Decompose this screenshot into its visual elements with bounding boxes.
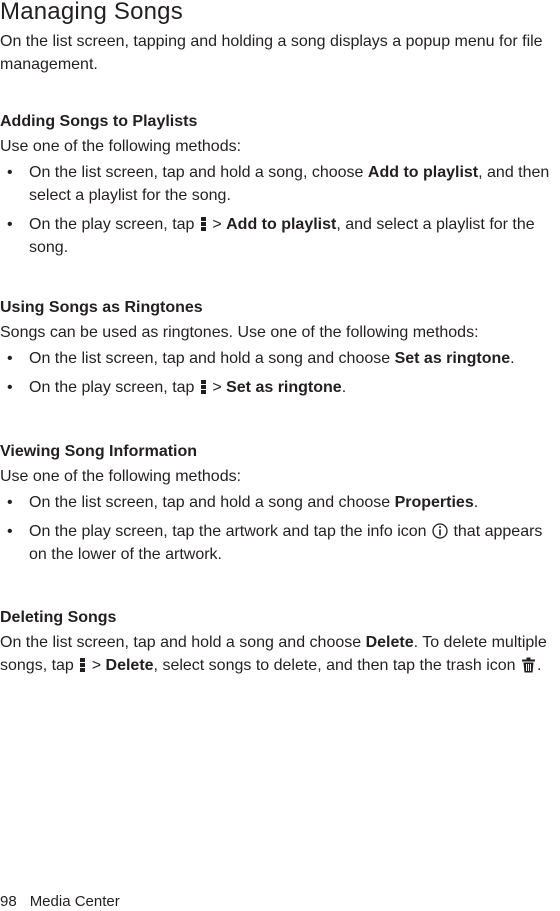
- section-lead: Use one of the following methods:: [0, 138, 242, 155]
- menu-option-label: Set as ringtone: [394, 350, 511, 367]
- bullet: •: [7, 494, 13, 511]
- bullet: •: [7, 350, 13, 367]
- menu-option-label: Add to playlist: [367, 164, 479, 181]
- section-adding-to-playlists: [0, 110, 560, 259]
- method-list: [0, 347, 560, 399]
- bullet: •: [7, 379, 13, 396]
- item-text: , and then select a playlist for the song.: [29, 164, 550, 204]
- menu-option-label: Set as ringtone: [226, 379, 342, 396]
- paragraph-text: . To delete multiple songs, tap: [0, 634, 547, 674]
- method-list: [0, 161, 560, 259]
- section-lead: Songs can be used as ringtones. Use one of the following methods:: [0, 324, 479, 341]
- separator-text: >: [207, 379, 227, 396]
- paragraph-text: , select songs to delete, and then tap the trash icon: [153, 657, 521, 674]
- item-text: On the play screen, tap: [29, 216, 199, 233]
- menu-dots-icon: [200, 379, 207, 395]
- section-heading: Deleting Songs: [0, 609, 117, 626]
- section-ringtones: [0, 296, 560, 399]
- menu-dots-icon: [200, 216, 207, 232]
- section-heading: Viewing Song Information: [0, 443, 198, 460]
- list-item: [0, 347, 560, 370]
- item-text: On the play screen, tap the artwork and tap the info icon: [29, 523, 432, 540]
- paragraph-text: On the list screen, tap and hold a song and choose: [0, 634, 366, 651]
- footer-section-name: Media Center: [29, 893, 120, 910]
- item-text: On the list screen, tap and hold a song and choose: [29, 494, 395, 511]
- bullet: •: [7, 523, 13, 540]
- menu-option-label: Delete: [365, 634, 414, 651]
- method-list: [0, 491, 560, 566]
- bullet: •: [7, 164, 13, 181]
- list-item: [0, 161, 560, 207]
- item-text: .: [473, 494, 479, 511]
- info-icon: [432, 523, 448, 539]
- paragraph-text: .: [537, 657, 542, 674]
- bullet: •: [7, 216, 13, 233]
- section-heading: Using Songs as Ringtones: [0, 299, 203, 316]
- section-lead: Use one of the following methods:: [0, 468, 242, 485]
- page-footer: [0, 893, 120, 911]
- separator-text: >: [207, 216, 227, 233]
- item-text: On the list screen, tap and hold a song, choose: [29, 164, 368, 181]
- list-item: [0, 491, 560, 514]
- item-text: , and select a playlist for the song.: [29, 216, 535, 256]
- item-text: .: [341, 379, 347, 396]
- list-item: [0, 376, 560, 399]
- section-deleting-songs: [0, 606, 560, 677]
- menu-dots-icon: [79, 657, 86, 673]
- deleting-paragraph: [0, 631, 560, 677]
- item-text: On the list screen, tap and hold a song and choose: [29, 350, 395, 367]
- menu-option-label: Properties: [394, 494, 474, 511]
- section-heading: Adding Songs to Playlists: [0, 113, 198, 130]
- list-item: [0, 213, 560, 259]
- separator-text: >: [87, 657, 106, 674]
- trash-icon: [521, 657, 536, 673]
- intro-paragraph: On the list screen, tapping and holding a song displays a popup menu for file management.: [0, 33, 543, 73]
- item-text: .: [510, 350, 515, 367]
- page-title: Managing Songs: [0, 0, 183, 25]
- menu-option-label: Delete: [105, 657, 154, 674]
- menu-option-label: Add to playlist: [226, 216, 337, 233]
- item-text: that appears on the lower of the artwork.: [29, 523, 543, 563]
- list-item: [0, 520, 560, 566]
- page-number: 98: [0, 893, 17, 910]
- section-song-information: [0, 440, 560, 566]
- item-text: On the play screen, tap: [29, 379, 199, 396]
